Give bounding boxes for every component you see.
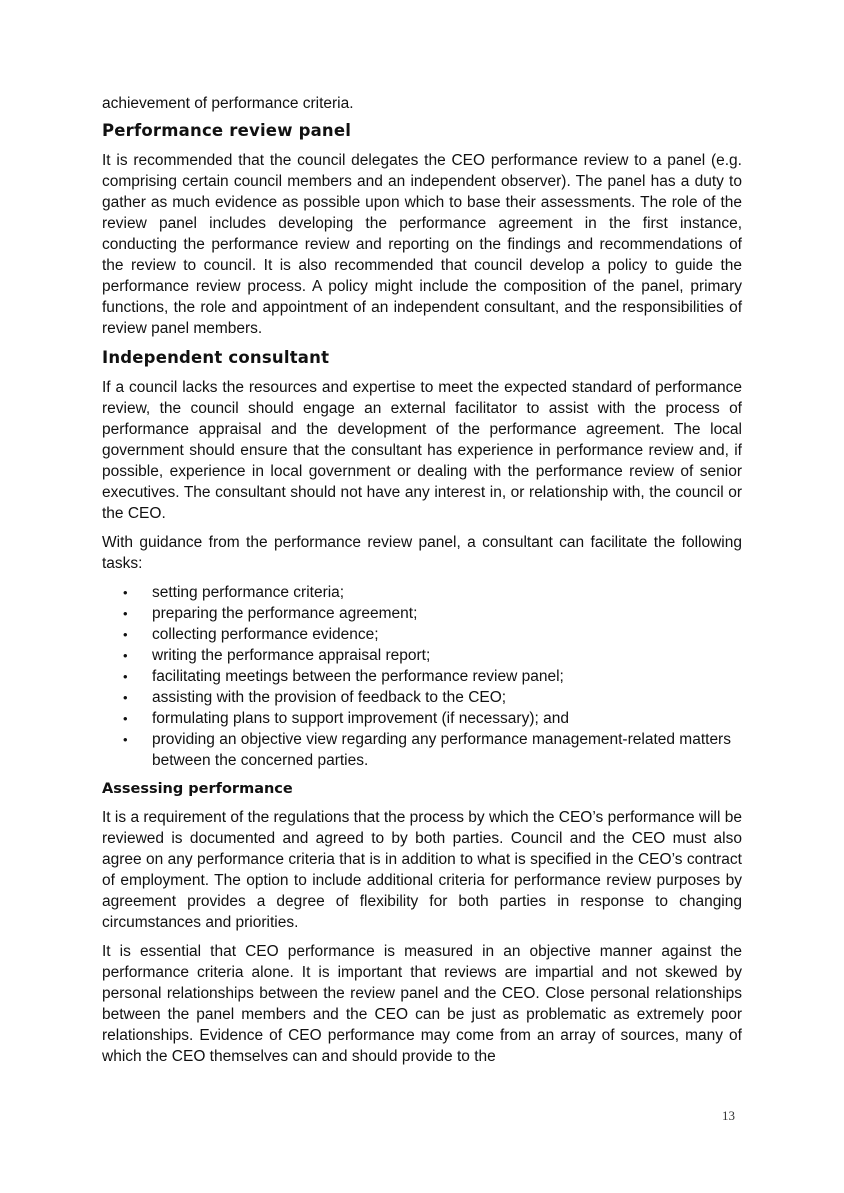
heading-performance-review-panel: Performance review panel <box>102 121 352 140</box>
paragraph-consultant-2: With guidance from the performance review panel, a consultant can facilitate the following tasks: <box>102 534 742 572</box>
paragraph-panel: It is recommended that the council delegates the CEO performance review to a panel (e.g. comprising certain council members and an independent observer). The panel has a duty to gather as much evidence as possible upon which to base their assessments. The role of the review panel includes developing the performance agreement in the first instance, conducting the performance review and reporting on the findings and recommendations of the review to council. It is also recommended that council develop a policy to guide the performance review process. A policy might include the composition of the panel, primary functions, the role and appointment of an independent consultant, and the responsibilities of review panel members. <box>102 152 742 337</box>
list-item-text: setting performance criteria; <box>152 584 345 601</box>
paragraph-assessing-1: It is a requirement of the regulations that the process by which the CEO’s performance will be reviewed is documented and agreed to by both parties. Council and the CEO must also agree on any performance criteria that is in addition to what is specified in the CEO’s contract of employment. The option to include additional criteria for performance review purposes by agreement provides a degree of flexibility for both parties in response to changing circumstances and priorities. <box>102 809 742 931</box>
bullet-icon: • <box>123 690 128 705</box>
list-item <box>102 729 742 771</box>
list-item <box>102 666 742 687</box>
list-item <box>102 687 742 708</box>
page-number: 13 <box>722 1108 735 1123</box>
list-item <box>102 645 742 666</box>
section-independent-consultant <box>102 347 742 771</box>
bullet-icon: • <box>123 648 128 663</box>
list-item-text: facilitating meetings between the performance review panel; <box>152 668 564 685</box>
section-performance-review-panel <box>102 120 742 339</box>
intro-fragment: achievement of performance criteria. <box>102 95 354 112</box>
list-item-text: collecting performance evidence; <box>152 626 379 643</box>
list-item <box>102 582 742 603</box>
list-item <box>102 603 742 624</box>
consultant-task-list <box>102 582 742 771</box>
list-item <box>102 624 742 645</box>
heading-independent-consultant: Independent consultant <box>102 348 330 367</box>
paragraph-consultant-1: If a council lacks the resources and expertise to meet the expected standard of performance review, the council should engage an external facilitator to assist with the process of performance appraisal and the development of the performance agreement. The local government should ensure that the consultant has experience in performance review and, if possible, experience in local government or dealing with the performance review of senior executives. The consultant should not have any interest in, or relationship with, the council or the CEO. <box>102 379 742 522</box>
bullet-icon: • <box>123 669 128 684</box>
paragraph-assessing-2: It is essential that CEO performance is measured in an objective manner against the performance criteria alone. It is important that reviews are impartial and not skewed by personal relationships between the review panel and the CEO. Close personal relationships between the panel members and the CEO can be just as problematic as extremely poor relationships. Evidence of CEO performance may come from an array of sources, many of which the CEO themselves can and should provide to the <box>102 943 742 1065</box>
bullet-icon: • <box>123 711 128 726</box>
list-item <box>102 708 742 729</box>
list-item-text: providing an objective view regarding any performance management-related matters between the concerned parties. <box>152 731 731 769</box>
bullet-icon: • <box>123 585 128 600</box>
list-item-text: formulating plans to support improvement (if necessary); and <box>152 710 569 727</box>
list-item-text: preparing the performance agreement; <box>152 605 418 622</box>
bullet-icon: • <box>123 732 128 747</box>
bullet-icon: • <box>123 627 128 642</box>
list-item-text: writing the performance appraisal report; <box>152 647 431 664</box>
bullet-icon: • <box>123 606 128 621</box>
section-assessing-performance <box>102 779 742 1067</box>
heading-assessing-performance: Assessing performance <box>102 781 293 797</box>
list-item-text: assisting with the provision of feedback to the CEO; <box>152 689 507 706</box>
document-page <box>102 93 742 1075</box>
